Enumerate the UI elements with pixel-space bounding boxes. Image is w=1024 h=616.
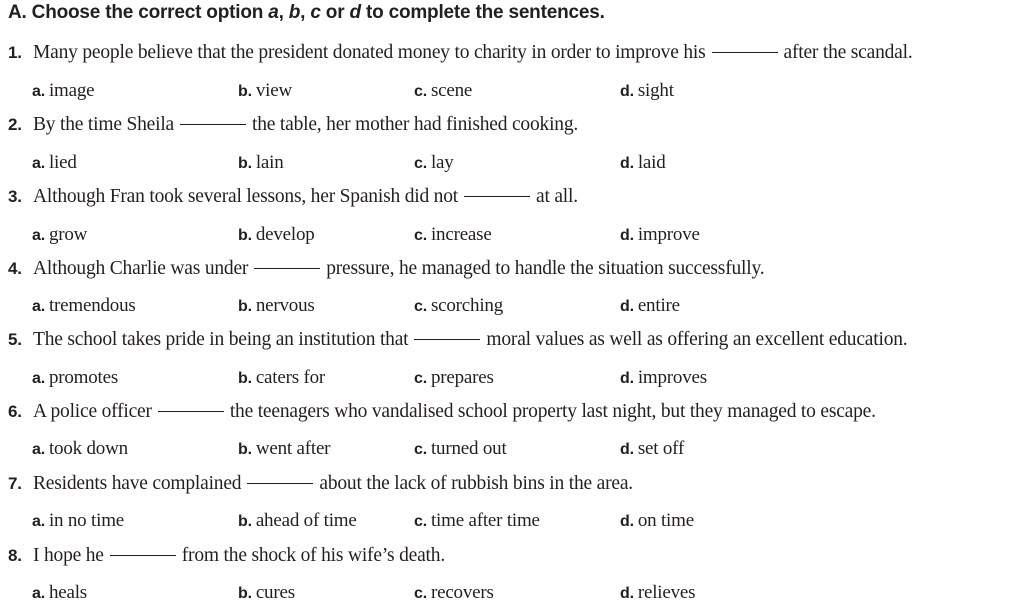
answer-blank xyxy=(110,555,176,556)
question-text-after: about the lack of rubbish bins in the area. xyxy=(319,473,633,494)
option-b xyxy=(238,582,295,604)
answer-blank xyxy=(158,411,224,412)
question-text-before: The school takes pride in being an institution that xyxy=(33,329,409,350)
option-a xyxy=(32,367,118,389)
option-d xyxy=(620,152,666,174)
option-c xyxy=(414,152,454,174)
option-d xyxy=(620,295,680,317)
option-letter: a. xyxy=(32,513,45,530)
option-b xyxy=(238,510,357,532)
answer-blank xyxy=(712,52,778,53)
question-text-before: By the time Sheila xyxy=(33,114,175,135)
answer-blank xyxy=(180,124,246,125)
question-text-after: at all. xyxy=(536,186,578,207)
question-text-after: the table, her mother had finished cooking. xyxy=(252,114,579,135)
option-letter: c. xyxy=(414,585,427,602)
option-text: lain xyxy=(255,152,284,173)
question-3 xyxy=(8,186,578,208)
question-number: 4. xyxy=(8,259,22,278)
option-a xyxy=(32,152,77,174)
option-text: scorching xyxy=(430,295,504,316)
option-letter: d. xyxy=(620,513,634,530)
option-letter: a. xyxy=(32,370,45,387)
option-d xyxy=(620,367,707,389)
option-c xyxy=(414,295,503,317)
option-a xyxy=(32,80,94,102)
option-letter: c. xyxy=(414,227,427,244)
option-text: relieves xyxy=(637,582,696,603)
question-text-before: Residents have complained xyxy=(33,473,242,494)
option-letter: b. xyxy=(238,155,252,172)
option-letter: d. xyxy=(620,585,634,602)
option-text: went after xyxy=(255,438,331,459)
option-letter: b. xyxy=(238,513,252,530)
option-letter: c. xyxy=(414,441,427,458)
option-letter: d. xyxy=(620,155,634,172)
option-text: cures xyxy=(255,582,295,603)
question-text-before: Many people believe that the president donated money to charity in order to improve his xyxy=(33,42,706,63)
option-letter: a. xyxy=(32,155,45,172)
option-letter: a. xyxy=(32,585,45,602)
option-a xyxy=(32,438,128,460)
option-text: ahead of time xyxy=(255,510,357,531)
option-letter: a. xyxy=(32,441,45,458)
option-b xyxy=(238,224,315,246)
option-text: scene xyxy=(430,80,473,101)
option-letter: d. xyxy=(620,370,634,387)
option-text: grow xyxy=(48,224,88,245)
option-letter: c. xyxy=(414,370,427,387)
option-d xyxy=(620,224,700,246)
option-a xyxy=(32,510,124,532)
option-letter: b. xyxy=(238,370,252,387)
question-6 xyxy=(8,401,876,423)
question-text-before: Although Fran took several lessons, her Spanish did not xyxy=(33,186,458,207)
option-letter: a. xyxy=(32,83,45,100)
option-letter: b. xyxy=(238,83,252,100)
option-d xyxy=(620,438,684,460)
option-text: improves xyxy=(637,367,707,388)
option-letter: d. xyxy=(620,227,634,244)
option-letter: a. xyxy=(32,227,45,244)
option-text: increase xyxy=(430,224,492,245)
question-5 xyxy=(8,329,907,351)
option-text: lay xyxy=(430,152,454,173)
question-text-after: from the shock of his wife’s death. xyxy=(181,545,445,566)
option-letter: d. xyxy=(620,441,634,458)
option-d xyxy=(620,582,695,604)
option-text: recovers xyxy=(430,582,494,603)
option-b xyxy=(238,295,315,317)
option-c xyxy=(414,367,494,389)
question-number: 1. xyxy=(8,43,22,62)
option-text: caters for xyxy=(255,367,326,388)
option-letter: c. xyxy=(414,513,427,530)
question-text-after: pressure, he managed to handle the situation successfully. xyxy=(326,258,765,279)
question-number: 7. xyxy=(8,474,22,493)
question-number: 6. xyxy=(8,402,22,421)
question-number: 3. xyxy=(8,187,22,206)
option-letter: c. xyxy=(414,83,427,100)
exercise-heading: A. Choose the correct option a, b, c or d to complete the sentences. xyxy=(8,2,605,23)
question-text-after: the teenagers who vandalised school property last night, but they managed to escape. xyxy=(229,401,876,422)
option-letter: d. xyxy=(620,83,634,100)
question-7 xyxy=(8,473,633,495)
option-text: promotes xyxy=(48,367,119,388)
answer-blank xyxy=(464,196,530,197)
option-a xyxy=(32,224,87,246)
question-4 xyxy=(8,258,764,280)
option-b xyxy=(238,80,292,102)
option-text: improve xyxy=(637,224,700,245)
question-number: 5. xyxy=(8,330,22,349)
option-d xyxy=(620,80,674,102)
question-text-before: I hope he xyxy=(33,545,104,566)
option-letter: a. xyxy=(32,298,45,315)
option-text: on time xyxy=(637,510,694,531)
option-b xyxy=(238,152,284,174)
option-letter: b. xyxy=(238,585,252,602)
question-number: 8. xyxy=(8,546,22,565)
question-text-after: after the scandal. xyxy=(783,42,913,63)
option-b xyxy=(238,367,325,389)
option-letter: b. xyxy=(238,227,252,244)
option-text: tremendous xyxy=(48,295,136,316)
option-a xyxy=(32,582,87,604)
option-text: nervous xyxy=(255,295,315,316)
option-letter: b. xyxy=(238,298,252,315)
answer-blank xyxy=(414,339,480,340)
question-text-before: Although Charlie was under xyxy=(33,258,249,279)
option-text: view xyxy=(255,80,292,101)
option-text: laid xyxy=(637,152,666,173)
option-text: turned out xyxy=(430,438,507,459)
option-c xyxy=(414,438,507,460)
option-text: took down xyxy=(48,438,128,459)
option-letter: d. xyxy=(620,298,634,315)
option-text: sight xyxy=(637,80,674,101)
question-8 xyxy=(8,545,445,567)
option-d xyxy=(620,510,694,532)
option-c xyxy=(414,80,472,102)
option-text: heals xyxy=(48,582,87,603)
option-text: entire xyxy=(637,295,680,316)
question-text-before: A police officer xyxy=(33,401,152,422)
question-text-after: moral values as well as offering an excellent education. xyxy=(486,329,908,350)
option-letter: c. xyxy=(414,155,427,172)
option-c xyxy=(414,510,540,532)
option-text: lied xyxy=(48,152,77,173)
option-letter: c. xyxy=(414,298,427,315)
option-text: prepares xyxy=(430,367,494,388)
option-letter: b. xyxy=(238,441,252,458)
option-b xyxy=(238,438,330,460)
option-text: time after time xyxy=(430,510,540,531)
answer-blank xyxy=(254,268,320,269)
question-2 xyxy=(8,114,578,136)
question-number: 2. xyxy=(8,115,22,134)
answer-blank xyxy=(247,483,313,484)
question-1 xyxy=(8,42,913,64)
option-text: set off xyxy=(637,438,685,459)
option-a xyxy=(32,295,136,317)
option-c xyxy=(414,224,492,246)
option-text: develop xyxy=(255,224,315,245)
option-text: in no time xyxy=(48,510,125,531)
option-c xyxy=(414,582,494,604)
option-text: image xyxy=(48,80,95,101)
